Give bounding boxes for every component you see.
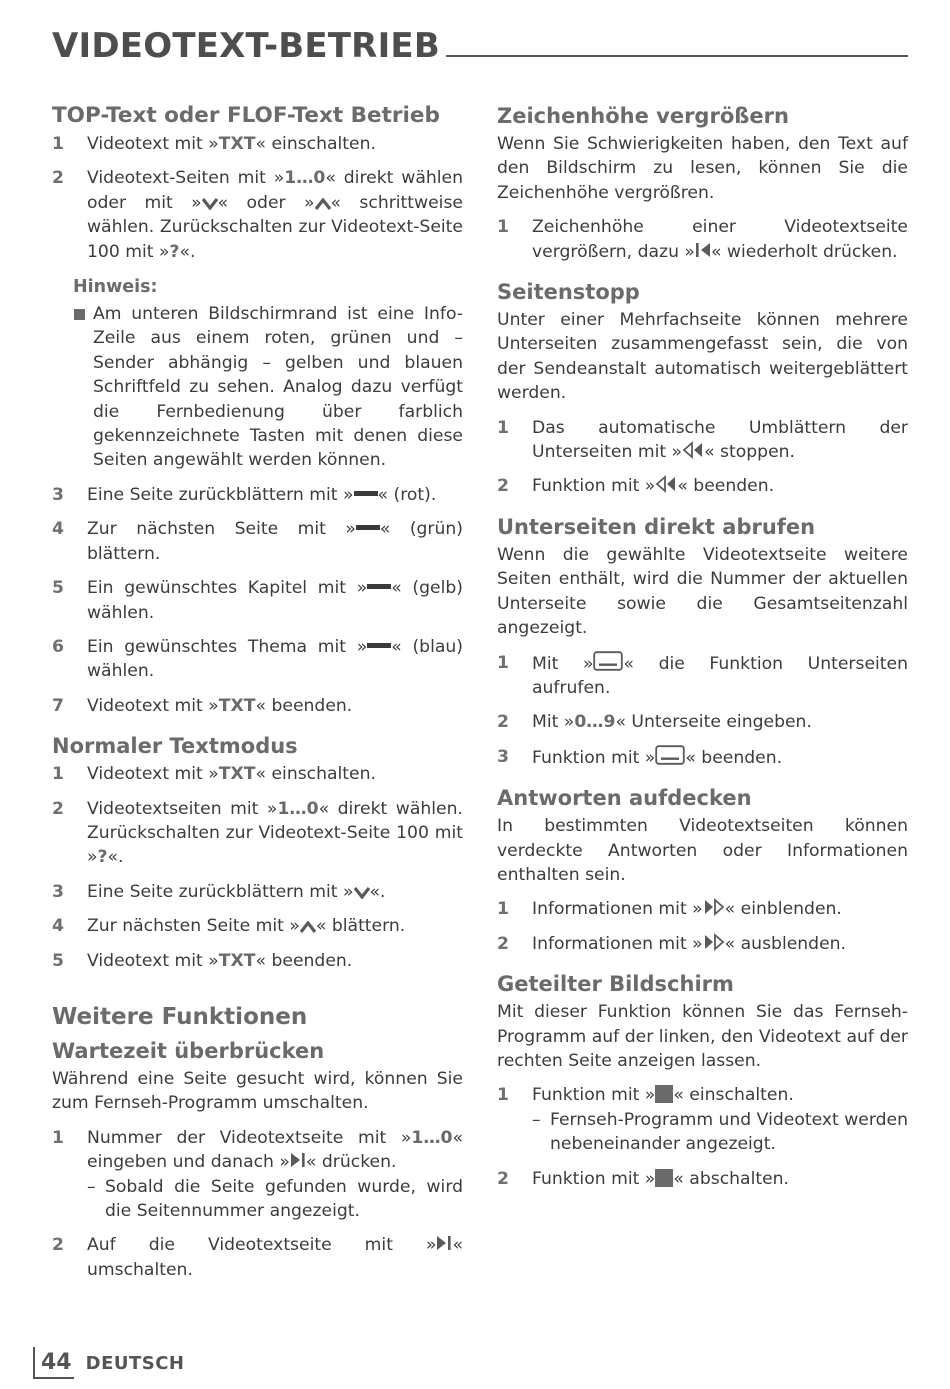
- step-text: Videotext mit »TXT« beenden.: [87, 950, 353, 971]
- step-text: Auf die Videotextseite mit » « umschalten.: [87, 1235, 463, 1280]
- key-digits: 0…9: [574, 712, 616, 733]
- step-text: Funktion mit » « einschalten. – Fernseh-Programm und Videotext werden nebeneinander angezeigt.: [532, 1083, 908, 1156]
- right-column: [497, 102, 908, 1201]
- stop-square-icon: [655, 1085, 673, 1103]
- step-text: Das automatische Umblättern der Unterseiten mit » « stoppen.: [532, 417, 908, 463]
- step-text: Ein gewünschtes Thema mit » « (blau) wählen.: [87, 636, 463, 682]
- step-number: 7: [52, 695, 64, 716]
- stop-square-icon: [655, 1169, 673, 1187]
- step: [497, 897, 908, 921]
- step-number: 5: [52, 950, 64, 971]
- step-number: 3: [497, 746, 509, 767]
- step-text: Funktion mit » « abschalten.: [532, 1168, 790, 1189]
- step: [52, 635, 463, 684]
- key-digits: 1…0: [411, 1127, 453, 1148]
- step-number: 1: [52, 1127, 64, 1148]
- color-key-yellow-icon: [367, 584, 391, 589]
- step-text: Informationen mit » « einblenden.: [532, 899, 842, 920]
- step-number: 2: [497, 933, 509, 954]
- key-txt: TXT: [218, 134, 256, 154]
- step-number: 1: [52, 134, 64, 154]
- key-question: ?: [169, 241, 180, 262]
- page-title: VIDEOTEXT-BETRIEB: [52, 26, 440, 66]
- bar-rewind-icon: [695, 241, 711, 259]
- step-text: Zur nächsten Seite mit » « blättern.: [87, 916, 406, 937]
- step-number: 2: [52, 798, 64, 819]
- page-number: 44: [41, 1349, 72, 1375]
- rewind-icon: [682, 441, 704, 459]
- zeichen-intro: Wenn Sie Schwierigkeiten haben, den Text auf den Bildschirm zu lesen, können Sie die Zeichenhöhe vergrößren.: [497, 134, 908, 203]
- step-text: Ein gewünschtes Kapitel mit » « (gelb) wählen.: [87, 578, 464, 623]
- header-rule: [446, 55, 908, 57]
- weitere-heading: Weitere Funktionen: [52, 1003, 308, 1030]
- step-text: Funktion mit » « beenden.: [532, 745, 908, 770]
- chevron-up-icon: [300, 921, 316, 933]
- step-text: Videotextseiten mit »1…0« direkt wählen. Zurückschalten zur Videotext-Seite 100 mit »?«.: [87, 798, 463, 868]
- step-text: Zeichenhöhe einer Videotextseite vergrößern, dazu » « wiederholt drücken.: [532, 217, 908, 262]
- step: [497, 932, 908, 956]
- key-txt: TXT: [218, 950, 256, 971]
- step: [497, 710, 908, 734]
- step-text: Mit »0…9« Unterseite eingeben.: [532, 712, 812, 733]
- color-key-red-icon: [354, 491, 378, 496]
- step-number: 3: [52, 881, 64, 902]
- normal-heading: Normaler Textmodus: [52, 734, 298, 759]
- key-digits: 1…0: [284, 168, 326, 189]
- subtitle-screen-icon: [593, 651, 623, 671]
- step-number: 1: [497, 652, 509, 673]
- step-text: Videotext mit »TXT« beenden.: [87, 695, 353, 716]
- note-heading: Hinweis:: [73, 277, 158, 298]
- step-number: 2: [52, 168, 64, 189]
- fast-forward-icon: [703, 898, 725, 916]
- step-number: 4: [52, 916, 64, 937]
- antworten-intro: In bestimmten Videotextseiten können verdeckte Antworten oder Informationen enthalten sein.: [497, 816, 908, 885]
- chevron-down-icon: [202, 198, 218, 210]
- step-number: 2: [52, 1235, 64, 1256]
- step: [52, 132, 463, 156]
- key-digits: 1…0: [277, 798, 319, 819]
- page-number-box: [33, 1347, 74, 1379]
- step-text: Eine Seite zurückblättern mit » « (rot).: [87, 484, 437, 505]
- step-text: Videotext mit »TXT« einschalten.: [87, 134, 376, 154]
- chevron-up-icon: [315, 198, 331, 210]
- step: [497, 745, 908, 770]
- step: [52, 797, 463, 870]
- chevron-down-icon: [354, 887, 370, 899]
- language-label: DEUTSCH: [85, 1352, 185, 1374]
- step: [497, 1167, 908, 1191]
- geteilt-intro: Mit dieser Funktion können Sie das Fernseh-Programm auf der linken, den Videotext auf der rechten Seite anzeigen lassen.: [497, 1002, 908, 1071]
- step-number: 2: [497, 712, 509, 733]
- step: [52, 949, 463, 973]
- step-number: 3: [52, 484, 64, 505]
- wartezeit-heading: Wartezeit überbrücken: [52, 1038, 325, 1063]
- step: [52, 483, 463, 507]
- play-bar-icon: [290, 1151, 306, 1169]
- key-txt: TXT: [218, 764, 256, 785]
- play-bar-icon: [436, 1234, 452, 1252]
- step-number: 6: [52, 636, 64, 657]
- step-text: Videotext mit »TXT« einschalten.: [87, 764, 376, 785]
- step: [497, 474, 908, 498]
- step-number: 2: [497, 476, 509, 497]
- step: [52, 694, 463, 718]
- step: [52, 576, 463, 625]
- step-number: 1: [497, 899, 509, 920]
- step-text: Eine Seite zurückblättern mit » «.: [87, 881, 386, 902]
- step-text: Funktion mit » « beenden.: [532, 476, 775, 497]
- zeichen-heading: Zeichenhöhe vergrößern: [497, 104, 789, 128]
- page-footer: [33, 1346, 185, 1380]
- color-key-blue-icon: [367, 643, 391, 648]
- step: [52, 517, 463, 566]
- unterseiten-intro: Wenn die gewählte Videotextseite weitere Seiten enthält, wird die Nummer der aktuellen Unterseite sowie die Gesamtseitenzahl angezeigt.: [497, 544, 908, 639]
- page-header: [52, 22, 908, 66]
- step: [52, 166, 463, 264]
- step: [52, 914, 463, 938]
- top-flof-heading: TOP-Text oder FLOF-Text Betrieb: [52, 103, 440, 128]
- step-number: 1: [497, 417, 509, 438]
- step-text: Zur nächsten Seite mit » « (grün) blättern.: [87, 519, 463, 564]
- wartezeit-intro: Während eine Seite gesucht wird, können Sie zum Fernseh-Programm umschalten.: [52, 1068, 463, 1114]
- fast-forward-icon: [703, 933, 725, 951]
- step: [52, 762, 463, 786]
- geteilt-heading: Geteilter Bildschirm: [497, 972, 734, 997]
- unterseiten-heading: Unterseiten direkt abrufen: [497, 514, 816, 539]
- step: [497, 416, 908, 465]
- step-text: Mit » « die Funktion Unterseiten aufrufen.: [532, 651, 908, 701]
- step-text: Videotext-Seiten mit »1…0« direkt wählen oder mit » « oder » « schrittweise wählen. Zurückschalten zur Videotext-Seite 100 mit »?«.: [87, 168, 463, 262]
- step-number: 1: [497, 1085, 509, 1106]
- left-column: [52, 102, 463, 1292]
- stopp-heading: Seitenstopp: [497, 280, 640, 305]
- step-number: 5: [52, 578, 64, 599]
- subtitle-screen-icon: [655, 745, 685, 765]
- step-number: 1: [52, 764, 64, 785]
- step: [497, 651, 908, 701]
- key-question: ?: [97, 847, 108, 868]
- step-number: 2: [497, 1168, 509, 1189]
- note: [73, 302, 463, 473]
- step: [497, 215, 908, 264]
- sub-item: – Sobald die Seite gefunden wurde, wird die Seitennummer angezeigt.: [87, 1176, 463, 1221]
- antworten-heading: Antworten aufdecken: [497, 786, 752, 811]
- step-number: 1: [497, 217, 509, 238]
- note-text: Am unteren Bildschirmrand ist eine Info-Zeile aus einem roten, grünen und – Sender abhängig – gelben und blauen Schriftfeld zu sehen. Analog dazu verfügt die Fernbedienung über farblich gekennzeichnete Tasten mit denen diese Seiten angewählt werden können.: [93, 304, 463, 471]
- bullet-square-icon: [73, 302, 93, 473]
- step: [52, 880, 463, 904]
- color-key-green-icon: [356, 525, 380, 530]
- stopp-intro: Unter einer Mehrfachseite können mehrere Unterseiten zusammengefasst sein, die von der Sendeanstalt automatisch weitergeblättert werden.: [497, 310, 908, 404]
- step-text: Informationen mit » « ausblenden.: [532, 933, 847, 954]
- step: [52, 1233, 463, 1282]
- rewind-icon: [655, 475, 677, 493]
- step: [52, 1126, 463, 1224]
- step-number: 4: [52, 519, 64, 540]
- step-text: Nummer der Videotextseite mit »1…0« eingeben und danach » « drücken. – Sobald die Seite gefunden wurde, wird die Seitennummer angezeigt.: [87, 1126, 463, 1224]
- key-txt: TXT: [218, 695, 256, 716]
- step: [497, 1083, 908, 1156]
- sub-item: – Fernseh-Programm und Videotext werden nebeneinander angezeigt.: [532, 1109, 908, 1155]
